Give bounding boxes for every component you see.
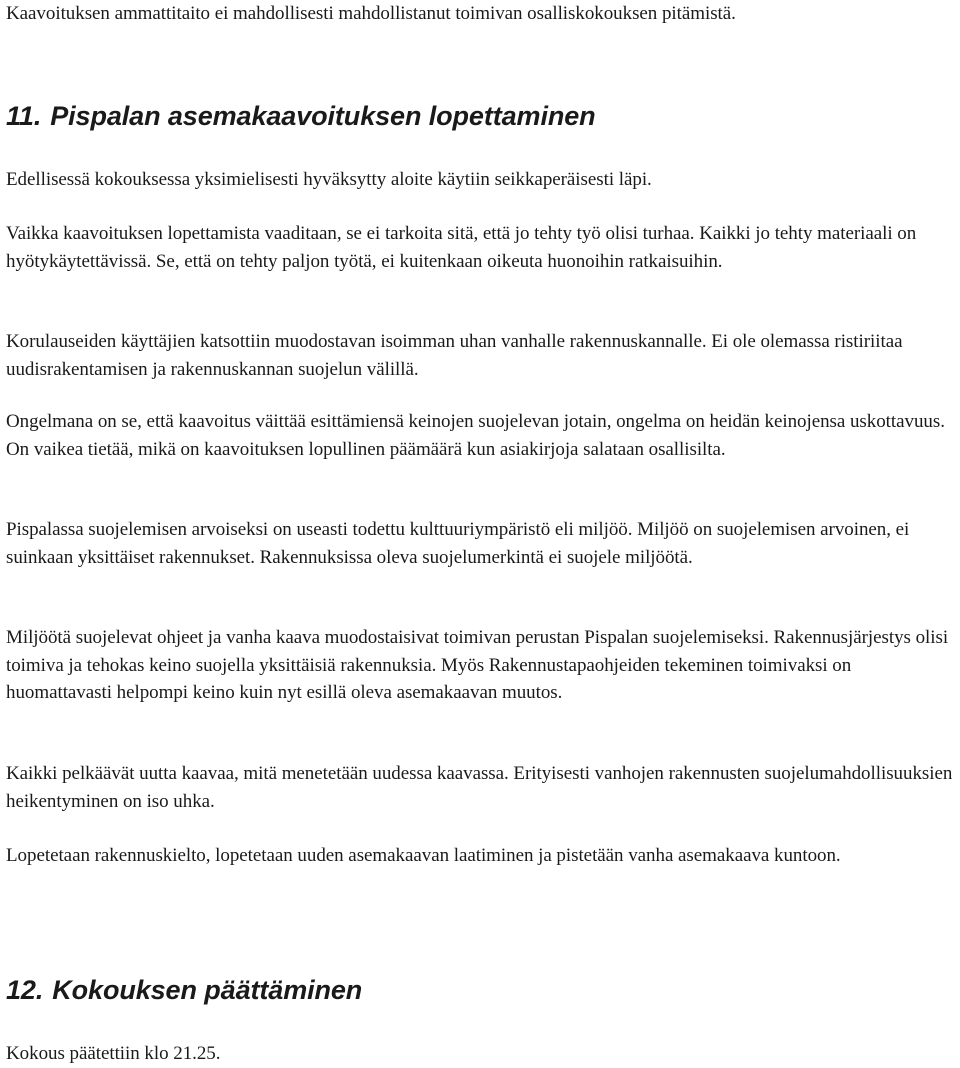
section-11-paragraph-6: Miljöötä suojelevat ohjeet ja vanha kaava muodostaisivat toimivan perustan Pispalan suojelemiseksi. Rakennusjärjestys olisi toimiva ja tehokas keino suojella yksittäisiä rakennuksia. Myös Rakennustapaohjeiden tekeminen toimivaksi on huomattavasti helpompi keino kuin nyt esillä oleva asemakaavan muutos. <box>6 627 949 703</box>
section-11-number: 11. <box>6 101 42 131</box>
section-11-paragraph-4: Ongelmana on se, että kaavoitus väittää esittämiensä keinojen suojelevan jotain, ongelma on heidän keinojensa uskottavuus. On vaikea tietää, mikä on kaavoituksen lopullinen päämäärä kun asiakirjoja salataan osallisilta. <box>6 411 945 460</box>
section-11-paragraph-3: Korulauseiden käyttäjien katsottiin muodostavan isoimman uhan vanhalle rakennuskannalle. Ei ole olemassa ristiriitaa uudisrakentamisen ja rakennuskannan suojelun välillä. <box>6 331 903 380</box>
section-11-paragraph-1: Edellisessä kokouksessa yksimielisesti hyväksytty aloite käytiin seikkaperäisesti läpi. <box>6 169 652 190</box>
section-11-paragraph-5: Pispalassa suojelemisen arvoiseksi on useasti todettu kulttuuriympäristö eli miljöö. Miljöö on suojelemisen arvoinen, ei suinkaan yksittäiset rakennukset. Rakennuksissa oleva suojelumerkintä ei suojele miljöötä. <box>6 519 910 568</box>
section-12-title: Kokouksen päättäminen <box>52 975 363 1005</box>
section-11-paragraph-7: Kaikki pelkäävät uutta kaavaa, mitä menetetään uudessa kaavassa. Erityisesti vanhojen rakennusten suojelumahdollisuuksien heikentyminen on iso uhka. <box>6 763 953 812</box>
section-12-number: 12. <box>6 975 44 1005</box>
intro-paragraph: Kaavoituksen ammattitaito ei mahdollisesti mahdollistanut toimivan osalliskokouksen pitämistä. <box>6 3 736 24</box>
section-11-paragraph-8: Lopetetaan rakennuskielto, lopetetaan uuden asemakaavan laatiminen ja pistetään vanha asemakaava kuntoon. <box>6 845 841 866</box>
section-12-paragraph-1: Kokous päätettiin klo 21.25. <box>6 1043 221 1064</box>
section-12-heading <box>6 974 362 1006</box>
section-11-heading <box>6 100 596 132</box>
section-11-paragraph-2: Vaikka kaavoituksen lopettamista vaaditaan, se ei tarkoita sitä, että jo tehty työ olisi turhaa. Kaikki jo tehty materiaali on hyötykäytettävissä. Se, että on tehty paljon työtä, ei kuitenkaan oikeuta huonoihin ratkaisuihin. <box>6 223 917 272</box>
section-11-title: Pispalan asemakaavoituksen lopettaminen <box>50 101 596 131</box>
